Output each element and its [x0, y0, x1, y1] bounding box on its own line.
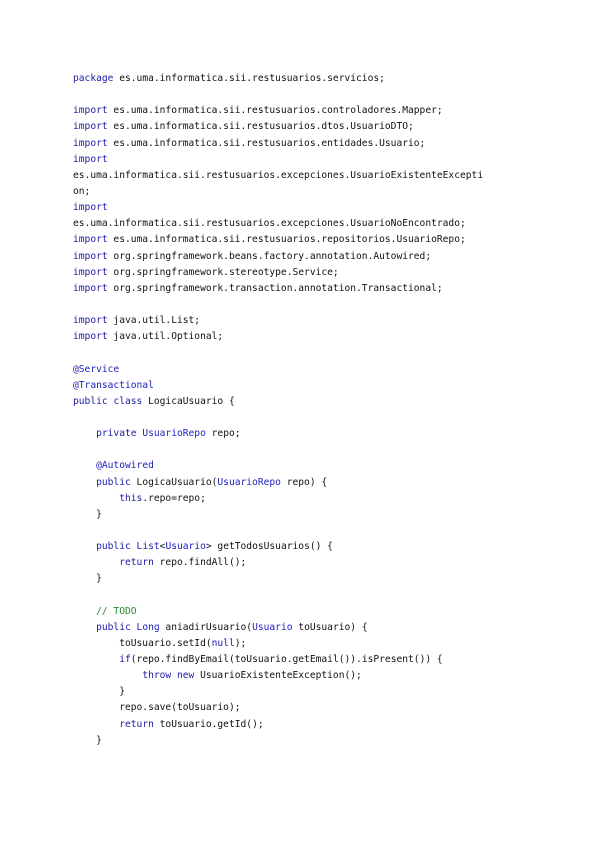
code-line: // TODO [73, 605, 137, 617]
code-line: import org.springframework.stereotype.Service; [73, 266, 339, 278]
code-line: import es.uma.informatica.sii.restusuarios.dtos.UsuarioDTO; [73, 121, 414, 133]
code-line: } [73, 734, 102, 746]
code-line: private UsuarioRepo repo; [96, 428, 241, 440]
code-line [73, 523, 483, 539]
code-line: import org.springframework.beans.factory.annotation.Autowired; [73, 250, 432, 262]
code-line: return toUsuario.getId(); [119, 718, 264, 730]
code-line: public LogicaUsuario(UsuarioRepo repo) { [96, 476, 328, 488]
code-line: import org.springframework.transaction.annotation.Transactional; [73, 282, 443, 294]
code-line: } [73, 508, 102, 520]
code-line: public List<Usuario> getTodosUsuarios() { [96, 541, 333, 553]
code-line: toUsuario.setId(null); [73, 637, 247, 649]
code-listing [73, 71, 483, 749]
code-line: return repo.findAll(); [119, 557, 247, 569]
code-line: es.uma.informatica.sii.restusuarios.excepciones.UsuarioNoEncontrado; [73, 218, 466, 230]
code-line [73, 588, 483, 604]
code-line [73, 442, 483, 458]
code-line: import java.util.List; [73, 315, 201, 327]
code-line: import es.uma.informatica.sii.restusuarios.entidades.Usuario; [73, 137, 426, 149]
code-line: es.uma.informatica.sii.restusuarios.excepciones.UsuarioExistenteExcepti [73, 169, 484, 181]
code-line: import java.util.Optional; [73, 331, 224, 343]
code-line: import es.uma.informatica.sii.restusuarios.repositorios.UsuarioRepo; [73, 234, 466, 246]
code-line [73, 345, 483, 361]
code-line [73, 297, 483, 313]
code-line: public class LogicaUsuario { [73, 395, 235, 407]
code-line: throw new UsuarioExistenteException(); [142, 670, 362, 682]
code-line: package es.uma.informatica.sii.restusuarios.servicios; [73, 73, 385, 84]
code-line: this.repo=repo; [119, 492, 206, 504]
code-line: import [73, 153, 108, 165]
code-line: @Autowired [96, 460, 154, 472]
code-line: repo.save(toUsuario); [73, 702, 241, 714]
code-line [73, 87, 483, 103]
code-line: if(repo.findByEmail(toUsuario.getEmail()).isPresent()) { [119, 654, 443, 666]
code-line: } [73, 573, 102, 585]
code-line: public Long aniadirUsuario(Usuario toUsuario) { [96, 621, 368, 633]
code-line: on; [73, 185, 91, 197]
code-line [73, 410, 483, 426]
code-line: @Service [73, 363, 120, 375]
code-line: import [73, 202, 108, 214]
code-line: } [73, 686, 125, 698]
code-line: import es.uma.informatica.sii.restusuarios.controladores.Mapper; [73, 105, 443, 117]
code-line: @Transactional [73, 379, 154, 391]
